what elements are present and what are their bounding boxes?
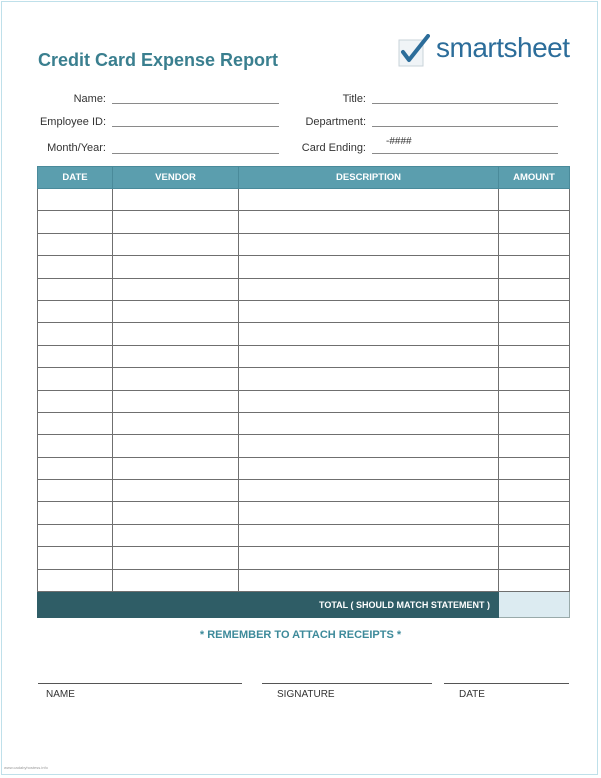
vendor-cell[interactable] <box>113 502 239 524</box>
description-cell[interactable] <box>239 368 499 390</box>
table-row <box>38 300 570 322</box>
date-cell[interactable] <box>38 233 113 255</box>
table-row <box>38 278 570 300</box>
amount-cell[interactable] <box>499 233 570 255</box>
description-cell[interactable] <box>239 547 499 569</box>
date-cell[interactable] <box>38 256 113 278</box>
signature-line[interactable] <box>262 683 432 684</box>
amount-cell[interactable] <box>499 524 570 546</box>
vendor-cell[interactable] <box>113 256 239 278</box>
vendor-cell[interactable] <box>113 435 239 457</box>
total-row <box>38 592 570 618</box>
description-cell[interactable] <box>239 233 499 255</box>
description-cell[interactable] <box>239 345 499 367</box>
vendor-cell[interactable] <box>113 211 239 233</box>
description-cell[interactable] <box>239 278 499 300</box>
description-cell[interactable] <box>239 435 499 457</box>
amount-cell[interactable] <box>499 412 570 434</box>
vendor-cell[interactable] <box>113 345 239 367</box>
vendor-cell[interactable] <box>113 323 239 345</box>
vendor-cell[interactable] <box>113 189 239 211</box>
amount-cell[interactable] <box>499 345 570 367</box>
date-cell[interactable] <box>38 524 113 546</box>
signature-label: SIGNATURE <box>277 689 335 700</box>
name-label: Name: <box>73 93 106 105</box>
amount-cell[interactable] <box>499 211 570 233</box>
amount-cell[interactable] <box>499 480 570 502</box>
logo-wordmark: smartsheet <box>436 32 570 63</box>
description-cell[interactable] <box>239 323 499 345</box>
amount-cell[interactable] <box>499 368 570 390</box>
amount-cell[interactable] <box>499 502 570 524</box>
amount-cell[interactable] <box>499 569 570 591</box>
title-label: Title: <box>342 93 366 105</box>
date-cell[interactable] <box>38 189 113 211</box>
vendor-cell[interactable] <box>113 480 239 502</box>
vendor-cell[interactable] <box>113 233 239 255</box>
description-cell[interactable] <box>239 412 499 434</box>
description-cell[interactable] <box>239 569 499 591</box>
card-ending-field[interactable] <box>372 153 558 154</box>
date-cell[interactable] <box>38 211 113 233</box>
date-cell[interactable] <box>38 278 113 300</box>
amount-cell[interactable] <box>499 547 570 569</box>
month-year-field[interactable] <box>112 153 279 154</box>
card-ending-label: Card Ending: <box>301 142 366 154</box>
description-cell[interactable] <box>239 256 499 278</box>
table-row <box>38 412 570 434</box>
vendor-cell[interactable] <box>113 412 239 434</box>
description-cell[interactable] <box>239 524 499 546</box>
expense-rows <box>38 189 570 592</box>
total-amount-cell[interactable] <box>499 592 570 618</box>
date-cell[interactable] <box>38 345 113 367</box>
table-row <box>38 211 570 233</box>
amount-cell[interactable] <box>499 435 570 457</box>
vendor-cell[interactable] <box>113 368 239 390</box>
date-cell[interactable] <box>38 368 113 390</box>
vendor-cell[interactable] <box>113 547 239 569</box>
title-field[interactable] <box>372 103 558 104</box>
description-cell[interactable] <box>239 502 499 524</box>
amount-cell[interactable] <box>499 323 570 345</box>
table-row <box>38 569 570 591</box>
department-label: Department: <box>305 116 366 128</box>
amount-cell[interactable] <box>499 278 570 300</box>
description-cell[interactable] <box>239 211 499 233</box>
date-cell[interactable] <box>38 435 113 457</box>
table-row <box>38 457 570 479</box>
table-row <box>38 524 570 546</box>
table-header-row <box>38 167 570 189</box>
date-cell[interactable] <box>38 502 113 524</box>
description-cell[interactable] <box>239 480 499 502</box>
date-cell[interactable] <box>38 390 113 412</box>
date-cell[interactable] <box>38 547 113 569</box>
amount-cell[interactable] <box>499 457 570 479</box>
expense-table <box>37 166 570 618</box>
amount-cell[interactable] <box>499 189 570 211</box>
description-cell[interactable] <box>239 457 499 479</box>
column-header-vendor: VENDOR <box>113 167 239 189</box>
amount-cell[interactable] <box>499 300 570 322</box>
remember-receipts-note: * REMEMBER TO ATTACH RECEIPTS * <box>199 629 402 641</box>
vendor-cell[interactable] <box>113 390 239 412</box>
table-row <box>38 390 570 412</box>
table-row <box>38 547 570 569</box>
amount-cell[interactable] <box>499 390 570 412</box>
vendor-cell[interactable] <box>113 569 239 591</box>
total-label: TOTAL ( SHOULD MATCH STATEMENT ) <box>38 592 499 618</box>
column-header-description: DESCRIPTION <box>239 167 499 189</box>
date-cell[interactable] <box>38 480 113 502</box>
card-ending-value: -#### <box>386 136 412 147</box>
description-cell[interactable] <box>239 300 499 322</box>
date-cell[interactable] <box>38 300 113 322</box>
description-cell[interactable] <box>239 189 499 211</box>
name-signature-label: NAME <box>46 689 75 700</box>
date-cell[interactable] <box>38 323 113 345</box>
column-header-amount: AMOUNT <box>499 167 570 189</box>
smartsheet-logo <box>398 30 588 74</box>
column-header-date: DATE <box>38 167 113 189</box>
name-signature-line[interactable] <box>38 683 242 684</box>
report-title: Credit Card Expense Report <box>38 50 279 70</box>
vendor-cell[interactable] <box>113 524 239 546</box>
table-row <box>38 256 570 278</box>
table-row <box>38 502 570 524</box>
date-signature-line[interactable] <box>444 683 569 684</box>
watermark-text: www.cadabyhostess.info <box>4 765 48 770</box>
table-row <box>38 323 570 345</box>
date-signature-label: DATE <box>459 689 485 700</box>
vendor-cell[interactable] <box>113 278 239 300</box>
table-row <box>38 189 570 211</box>
vendor-cell[interactable] <box>113 300 239 322</box>
table-row <box>38 480 570 502</box>
checkmark-logo-icon <box>398 34 430 68</box>
table-row <box>38 345 570 367</box>
date-cell[interactable] <box>38 457 113 479</box>
department-field[interactable] <box>372 126 558 127</box>
employee-id-label: Employee ID: <box>39 116 106 128</box>
date-cell[interactable] <box>38 569 113 591</box>
month-year-label: Month/Year: <box>47 142 106 154</box>
table-row <box>38 435 570 457</box>
table-row <box>38 368 570 390</box>
name-field[interactable] <box>112 103 279 104</box>
vendor-cell[interactable] <box>113 457 239 479</box>
employee-id-field[interactable] <box>112 126 279 127</box>
amount-cell[interactable] <box>499 256 570 278</box>
date-cell[interactable] <box>38 412 113 434</box>
description-cell[interactable] <box>239 390 499 412</box>
table-row <box>38 233 570 255</box>
